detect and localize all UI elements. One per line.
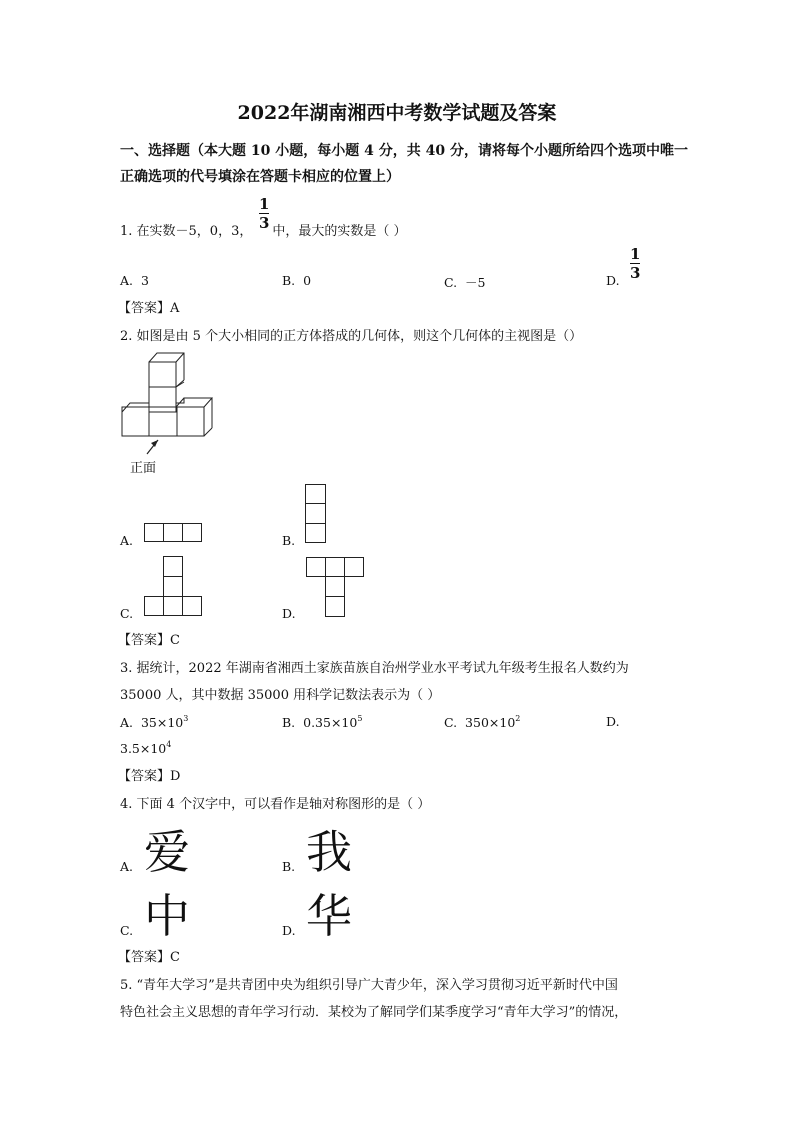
q4-stem: 4. 下面 4 个汉字中，可以看作是轴对称图形的是（ ） [120,797,431,812]
q2-option-b-label: B. [282,533,296,548]
q2-option-a-figure [144,523,202,543]
page-title: 2022年湖南湘西中考数学试题及答案 [237,102,557,124]
q4-answer: 【答案】C [118,950,180,965]
q2-answer: 【答案】C [118,633,180,648]
q1-stem-after: 中，最大的实数是（ ） [272,224,407,239]
q1-fraction-den: 3 [259,214,270,232]
q4-option-c-label: C. [120,923,134,938]
q1-fraction-num: 1 [259,195,270,213]
q1-d-num: 1 [630,245,641,263]
q5-line1: 5. “青年大学习”是共青团中央为组织引导广大青少年，深入学习贯彻习近平新时代中国 [120,978,618,993]
q3-option-d-value: $3.5\times 10^4$ [120,740,172,756]
q4-option-c-char: 中 [144,889,190,943]
q3-option-a: A. $35\times 10^3$ [120,714,189,730]
q3-line1: 3. 据统计，2022 年湖南省湘西土家族苗族自治州学业水平考试九年级考生报名人数约为 [120,661,629,676]
q1-option-d: D. [606,273,620,288]
q3-option-c: C. $350\times 10^2$ [444,714,521,730]
q3-answer: 【答案】D [118,769,181,784]
q2-option-d-figure [306,557,366,619]
q4-option-b-char: 我 [306,825,352,879]
q1-option-b: B. 0 [282,273,312,288]
q1-d-den: 3 [630,264,641,282]
q4-option-b-label: B. [282,859,296,874]
q2-option-a-label: A. [120,533,134,548]
section-heading-line1: 一、选择题（本大题 10 小题，每小题 4 分，共 40 分，请将每个小题所给四个选项中唯一 [120,143,688,159]
section-heading-line2: 正确选项的代号填涂在答题卡相应的位置上） [120,169,400,185]
q4-option-a-char: 爱 [144,825,190,879]
q1-option-c: C. －5 [444,275,486,290]
q4-option-d-char: 华 [306,889,352,943]
q5-line2: 特色社会主义思想的青年学习行动．某校为了解同学们某季度学习“青年大学习”的情况， [120,1005,628,1020]
q3-option-b: B. $0.35\times 10^5$ [282,714,363,730]
q3-line2: 35000 人，其中数据 35000 用科学记数法表示为（ ） [120,688,441,703]
q1-stem-before: 1. 在实数－5，0，3， [120,224,253,239]
q1-fraction [259,196,269,231]
q2-cube-figure [120,350,220,440]
q2-option-d-label: D. [282,606,296,621]
q4-option-a-label: A. [120,859,134,874]
q2-option-c-label: C. [120,606,134,621]
q2-option-c-figure [144,556,204,618]
q1-option-a: A. 3 [120,273,149,288]
front-label: 正面 [130,461,157,476]
q2-stem: 2. 如图是由 5 个大小相同的正方体搭成的几何体，则这个几何体的主视图是（） [120,329,583,344]
q2-option-b-figure [305,484,327,544]
q3-option-d-label: D. [606,714,620,729]
q4-option-d-label: D. [282,923,296,938]
q1-answer: 【答案】A [118,301,180,316]
q1-option-d-fraction [630,246,640,281]
